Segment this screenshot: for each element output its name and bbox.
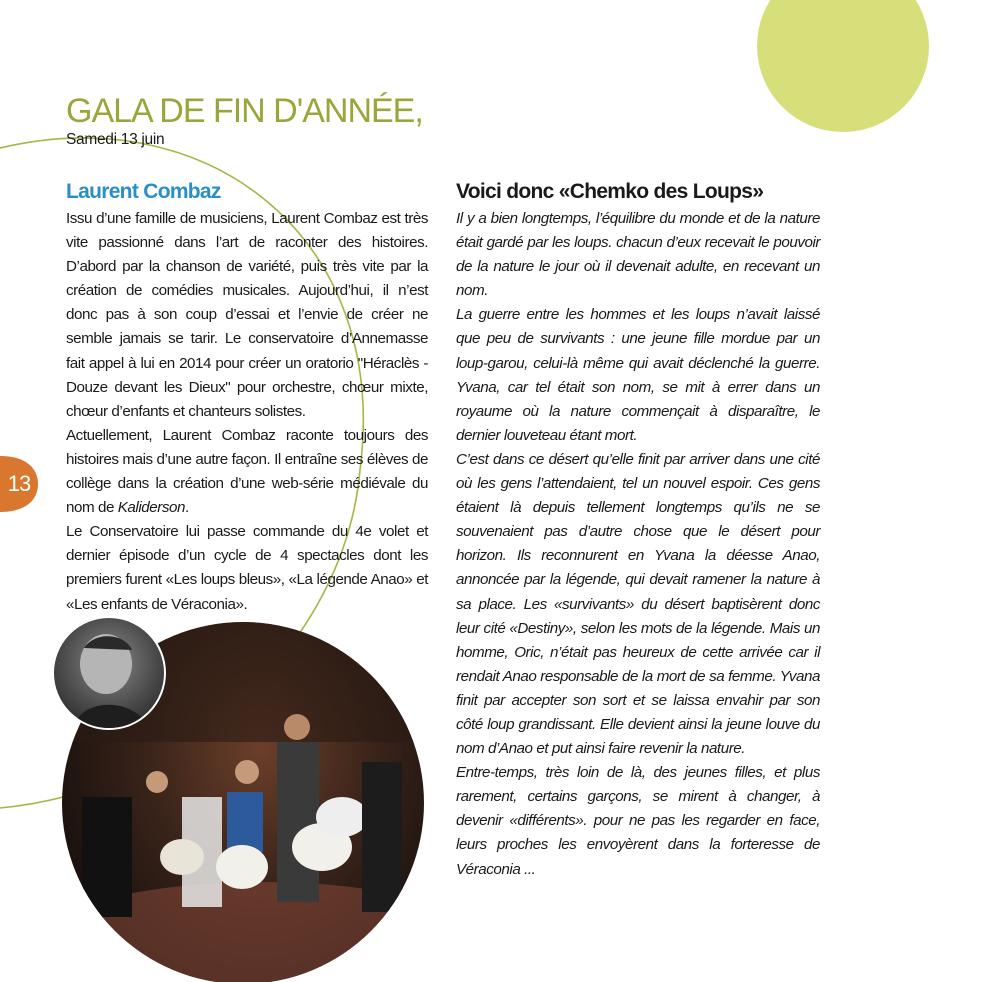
portrait-illustration: [54, 618, 164, 728]
right-column: [456, 179, 820, 882]
green-circle-decoration: [757, 0, 929, 132]
story-heading: Voici donc «Chemko des Loups»: [456, 180, 764, 203]
story-paragraph-1: Il y a bien longtemps, l’équilibre du monde et de la nature était gardé par les loups. chacun d’eux recevait le pouvoir de la nature le jour où il devenait adulte, en recevant un nom.: [456, 210, 820, 300]
page-title: GALA DE FIN D'ANNÉE,: [66, 92, 423, 130]
bio-paragraph-3: Le Conservatoire lui passe commande du 4e volet et dernier épisode d’un cycle de 4 spectacles dont les premiers furent «Les loups bleus», «La légende Anao» et «Les enfants de Véraconia».: [66, 523, 428, 613]
bio-paragraph-2-end: .: [185, 499, 189, 517]
left-column: [66, 179, 428, 617]
page-number: 13: [7, 471, 31, 496]
story-paragraph-3: C’est dans ce désert qu’elle finit par arriver dans une cité où les gens l’attendaient, tel un nouvel espoir. Ces gens étaient là depuis tellement longtemps qu’ils ne se souvenaient pas d’autre chose que le désert pour horizon. Ils reconnurent en Yvana la déesse Anao, annoncée par la légende, qui devait ramener la nature à sa place. Les «survivants» du désert baptisèrent donc leur cité «Destiny», selon les mots de la légende. Mais un homme, Oric, n’était pas heureux de cette arrivée car il rendait Anao responsable de la mort de sa femme. Yvana finit par accepter son sort et se laissa envahir par son côté loup grandissant. Elle devient ainsi la jeune louve du nom d’Anao et put ainsi faire revenir la nature.: [456, 450, 820, 758]
bio-paragraph-2: [66, 424, 428, 520]
composer-portrait-photo: [52, 616, 166, 730]
event-date: Samedi 13 juin: [66, 131, 165, 148]
bio-paragraph-1: Issu d’une famille de musiciens, Laurent Combaz est très vite passionné dans l’art de raconter des histoires. D’abord par la chanson de variété, puis très vite par la création de comédies musicales. Aujourd’hui, il n’est donc pas à son coup d’essai et l’envie de créer ne semble jamais se tarir. Le conservatoire d’Annemasse fait appel à lui en 2014 pour créer un oratorio "Héraclès - Douze devant les Dieux" pour orchestre, chœur mixte, chœur d’enfants et chanteurs solistes.: [66, 210, 428, 420]
story-paragraph-4: Entre-temps, très loin de là, des jeunes filles, et plus rarement, certains garçons, se mirent à changer, à devenir «différents». pour ne pas les regarder en face, leurs proches les envoyèrent dans la forteresse de Véraconia ...: [456, 764, 820, 878]
composer-heading: Laurent Combaz: [66, 180, 221, 203]
web-series-title: Kaliderson: [117, 499, 185, 517]
bio-paragraph-2-text: Actuellement, Laurent Combaz raconte toujours des histoires mais d’une autre façon. Il entraîne ses élèves de collège dans la création d’une web-série médiévale du nom de: [66, 426, 428, 517]
story-paragraph-2: La guerre entre les hommes et les loups n’avait laissé que peu de survivants : une jeune fille mordue par un loup-garou, celui-là même qui avait déclenché la guerre. Yvana, car tel était son nom, se mit à errer dans un royaume où la nature commençait à disparaître, le dernier louveteau étant mort.: [456, 306, 820, 444]
